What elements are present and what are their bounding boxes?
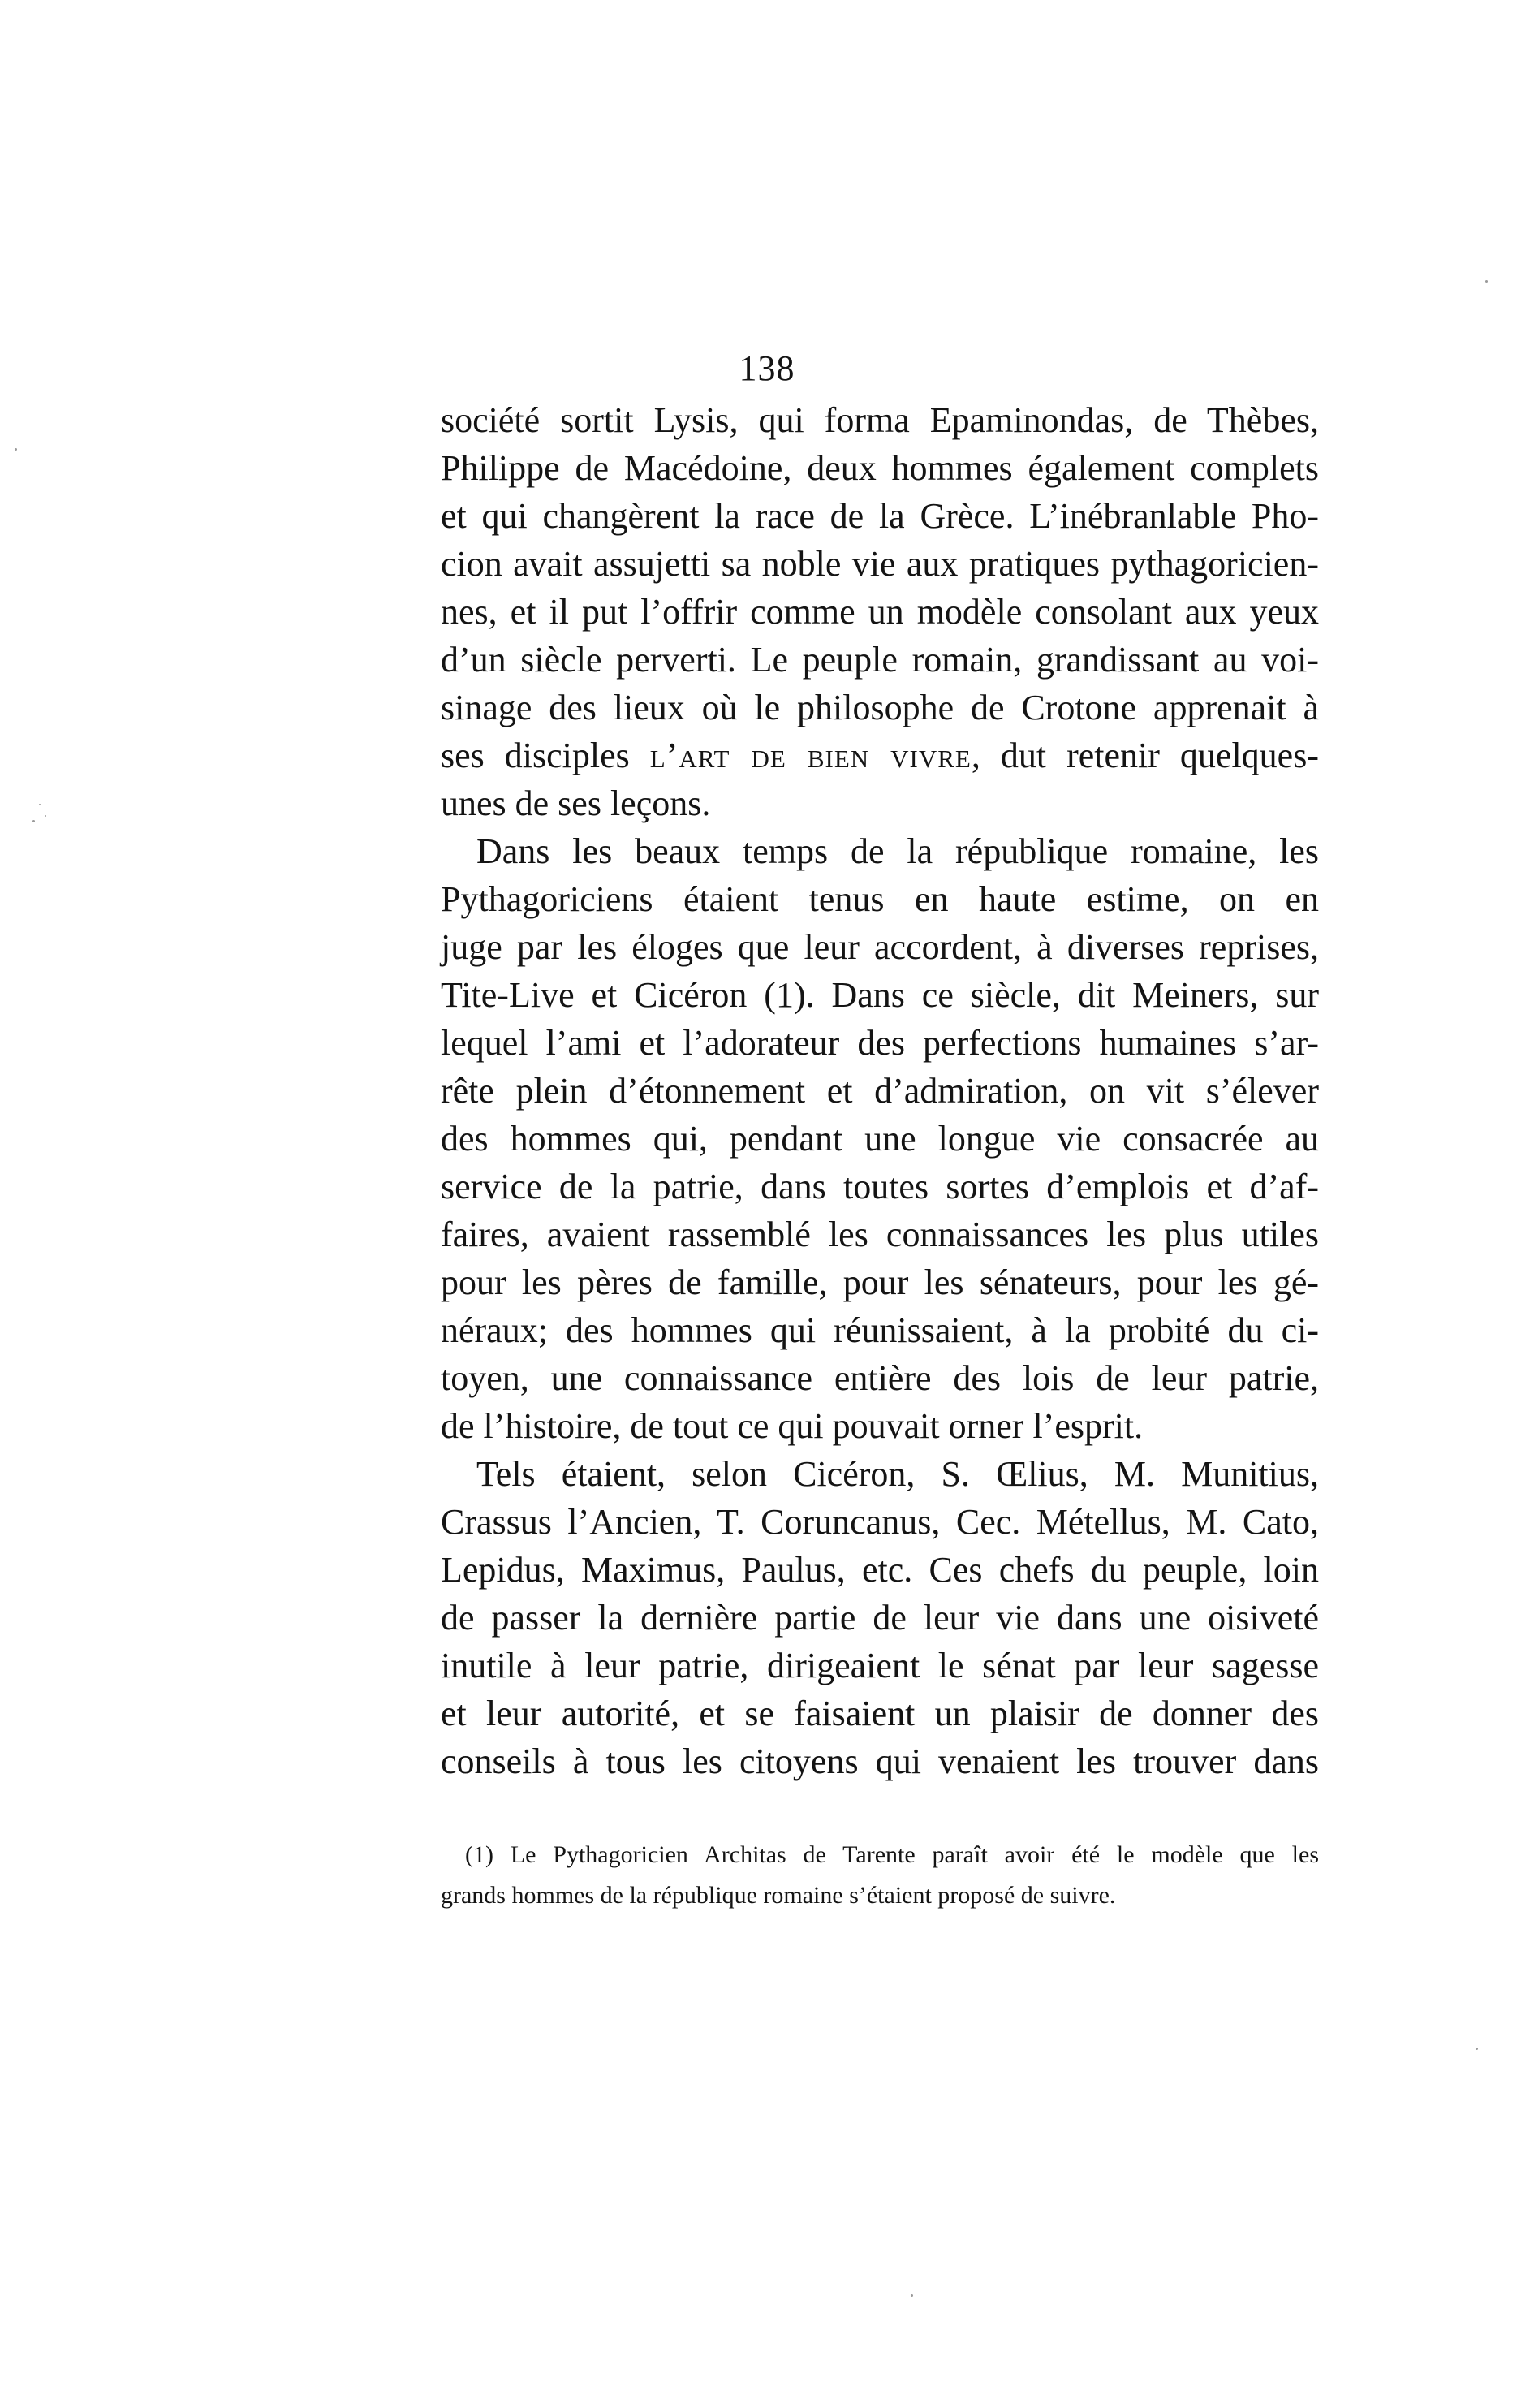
text-line: nes, et il put l’offrir comme un modèle consolant aux yeux bbox=[441, 592, 1319, 632]
text-line: néraux; des hommes qui réunissaient, à la probité du ci- bbox=[441, 1310, 1319, 1350]
text-line: d’un siècle perverti. Le peuple romain, grandissant au voi- bbox=[441, 640, 1319, 680]
text-line: de passer la dernière partie de leur vie dans une oisiveté bbox=[441, 1598, 1319, 1638]
text-line: société sortit Lysis, qui forma Epaminondas, de Thèbes, bbox=[441, 400, 1319, 440]
page-number: 138 bbox=[739, 348, 795, 388]
body-text bbox=[441, 396, 1319, 1785]
text-line: Tite-Live et Cicéron (1). Dans ce siècle, dit Meiners, sur bbox=[441, 975, 1319, 1015]
text-line: lequel l’ami et l’adorateur des perfections humaines s’ar- bbox=[441, 1023, 1319, 1063]
text-line: Dans les beaux temps de la république romaine, les bbox=[476, 831, 1319, 871]
text-line: Lepidus, Maximus, Paulus, etc. Ces chefs du peuple, loin bbox=[441, 1550, 1319, 1590]
text-line: juge par les éloges que leur accordent, à diverses reprises, bbox=[441, 927, 1319, 967]
scan-speck bbox=[911, 2294, 913, 2297]
text-run: , dut retenir quelques- bbox=[971, 736, 1319, 775]
text-line: cion avait assujetti sa noble vie aux pratiques pythagoricien- bbox=[441, 544, 1319, 584]
text-line: service de la patrie, dans toutes sortes d’emplois et d’af- bbox=[441, 1167, 1319, 1206]
text-run: ses disciples bbox=[441, 736, 650, 775]
scan-speck bbox=[15, 448, 17, 451]
text-line: et qui changèrent la race de la Grèce. L’inébranlable Pho- bbox=[441, 496, 1319, 536]
text-line: Philippe de Macédoine, deux hommes également complets bbox=[441, 448, 1319, 488]
scan-speck bbox=[1485, 280, 1488, 283]
text-line: des hommes qui, pendant une longue vie consacrée au bbox=[441, 1119, 1319, 1159]
text-line: de l’histoire, de tout ce qui pouvait orner l’esprit. bbox=[441, 1406, 1144, 1446]
text-line: toyen, une connaissance entière des lois de leur patrie, bbox=[441, 1358, 1319, 1398]
text-line: sinage des lieux où le philosophe de Crotone apprenait à bbox=[441, 688, 1319, 727]
small-caps-phrase: l’art de bien vivre bbox=[649, 736, 972, 775]
text-line: faires, avaient rassemblé les connaissances les plus utiles bbox=[441, 1215, 1319, 1254]
text-line: conseils à tous les citoyens qui venaient les trouver dans bbox=[441, 1741, 1319, 1781]
text-line: unes de ses leçons. bbox=[441, 783, 711, 823]
footnote bbox=[441, 1835, 1319, 1916]
text-line: et leur autorité, et se faisaient un plaisir de donner des bbox=[441, 1694, 1319, 1733]
scan-speck bbox=[45, 815, 46, 817]
scan-speck bbox=[32, 820, 35, 822]
scan-speck bbox=[1476, 2048, 1478, 2050]
scan-speck bbox=[39, 804, 41, 805]
text-line: Pythagoriciens étaient tenus en haute estime, on en bbox=[441, 879, 1319, 919]
text-line: pour les pères de famille, pour les sénateurs, pour les gé- bbox=[441, 1262, 1319, 1302]
text-line: Crassus l’Ancien, T. Coruncanus, Cec. Métellus, M. Cato, bbox=[441, 1502, 1319, 1542]
text-line: rête plein d’étonnement et d’admiration, on vit s’élever bbox=[441, 1071, 1319, 1111]
text-line-small-caps bbox=[441, 731, 1319, 779]
text-line: Tels étaient, selon Cicéron, S. Œlius, M. Munitius, bbox=[476, 1454, 1319, 1494]
footnote-line: grands hommes de la républiqu‍e romaine s’étaient proposé de suivre. bbox=[441, 1882, 1116, 1909]
footnote-line: (1) Le Pythagoricien Architas de Tarente paraît avoir été le modèle que les bbox=[465, 1841, 1319, 1868]
text-line: inutile à leur patrie, dirigeaient le sénat par leur sagesse bbox=[441, 1646, 1319, 1685]
